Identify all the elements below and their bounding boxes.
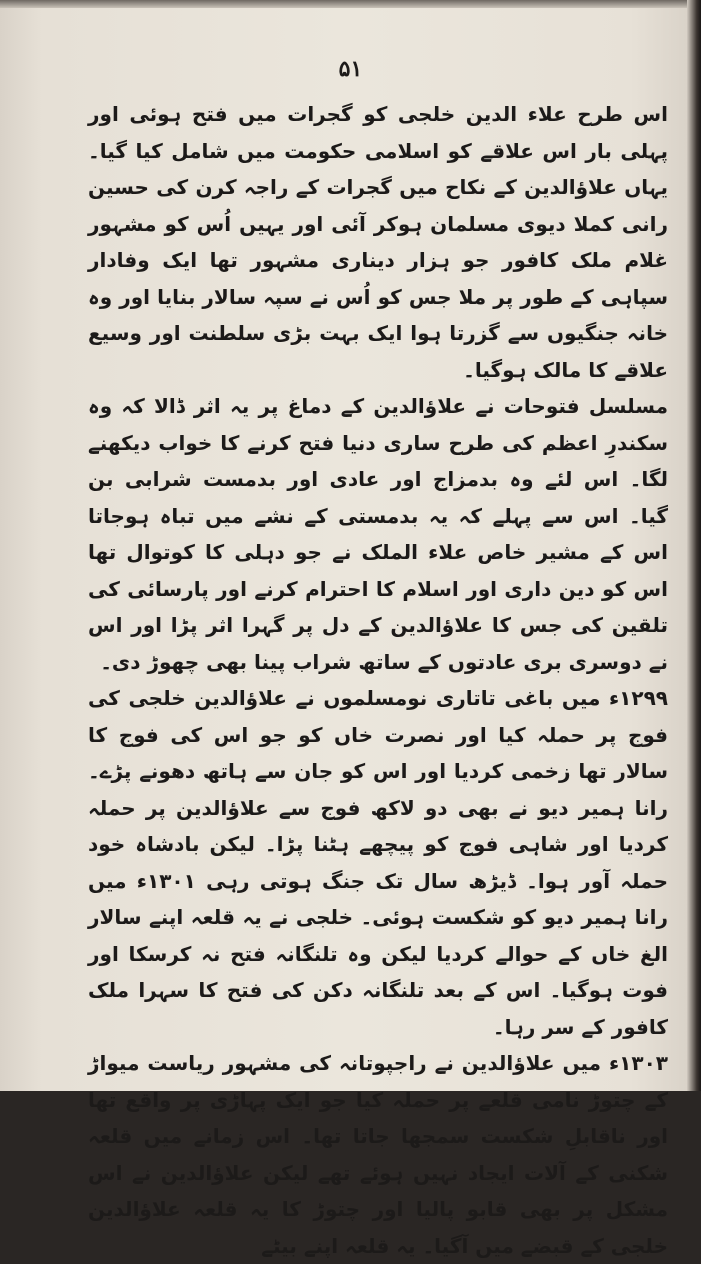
page-number: ۵۱	[338, 56, 363, 82]
page-top-shadow	[0, 0, 701, 8]
paragraph-2: مسلسل فتوحات نے علاؤالدین کے دماغ پر یہ اثر ڈالا کہ وہ سکندرِ اعظم کی طرح ساری دنیا فتح کرنے کا خواب دیکھنے لگا۔ اس لئے وہ بدمزاج اور عادی اور بدمست شرابی بن گیا۔ اس سے پہلے کہ یہ بدمستی کے نشے میں تباہ ہوجاتا اس کے مشیر خاص علاء الملک نے جو دہلی کا کوتوال تھا اس کو دین داری اور اسلام کا احترام کرنے اور پارسائی کی تلقین کی جس کا علاؤالدین کے دل پر گہرا اثر پڑا اور اس نے دوسری بری عادتوں کے ساتھ شراب پینا بھی چھوڑ دی۔	[88, 394, 668, 674]
paragraph-3: ۱۲۹۹ء میں باغی تاتاری نومسلموں نے علاؤالدین خلجی کی فوج پر حملہ کیا اور نصرت خاں کو جو اس کی فوج کا سالار تھا زخمی کردیا اور اس کو جان سے ہاتھ دھونے پڑے۔ رانا ہمیر دیو نے بھی دو لاکھ فوج سے علاؤالدین پر حملہ کردیا اور شاہی فوج کو پیچھے ہٹنا پڑا۔ لیکن بادشاہ خود حملہ آور ہوا۔ ڈیڑھ سال تک جنگ ہوتی رہی ۱۳۰۱ء میں رانا ہمیر دیو کو شکست ہوئی۔ خلجی نے یہ قلعہ اپنے سالار الغ خاں کے حوالے کردیا لیکن وہ تلنگانہ فتح نہ کرسکا اور فوت ہوگیا۔ اس کے بعد تلنگانہ دکن کی فتح کا سہرا ملک کافور کے سر رہا۔	[88, 686, 669, 1039]
page-body	[88, 96, 668, 1264]
page-binding-shadow	[687, 0, 701, 1091]
paragraph-4: ۱۳۰۳ء میں علاؤالدین نے راجپوتانہ کی مشہور ریاست میواڑ کے چتوڑ نامی قلعے پر حملہ کیا جو ایک پہاڑی پر واقع تھا اور ناقابلِ شکست سمجھا جاتا تھا۔ اس زمانے میں قلعہ شکنی کے آلات ایجاد نہیں ہوئے تھے لیکن علاؤالدین نے اس مشکل پر بھی قابو پالیا اور چتوڑ کا یہ قلعہ علاؤالدین خلجی کے قبضے میں آگیا۔ یہ قلعہ اپنے بیٹے	[88, 1051, 668, 1258]
paragraph-1: اس طرح علاء الدین خلجی کو گجرات میں فتح ہوئی اور پہلی بار اس علاقے کو اسلامی حکومت میں شامل کیا گیا۔ یہاں علاؤالدین کے نکاح میں گجرات کے راجہ کرن کی حسین رانی کملا دیوی مسلمان ہوکر آئی اور یہیں اُس کو مشہور غلام ملک کافور جو ہزار دیناری مشہور تھا ایک وفادار سپاہی کے طور پر ملا جس کو اُس نے سپہ سالار بنایا اور وہ خانہ جنگیوں سے گزرتا ہوا ایک بہت بڑی سلطنت اور وسیع علاقے کا مالک ہوگیا۔	[88, 102, 668, 382]
